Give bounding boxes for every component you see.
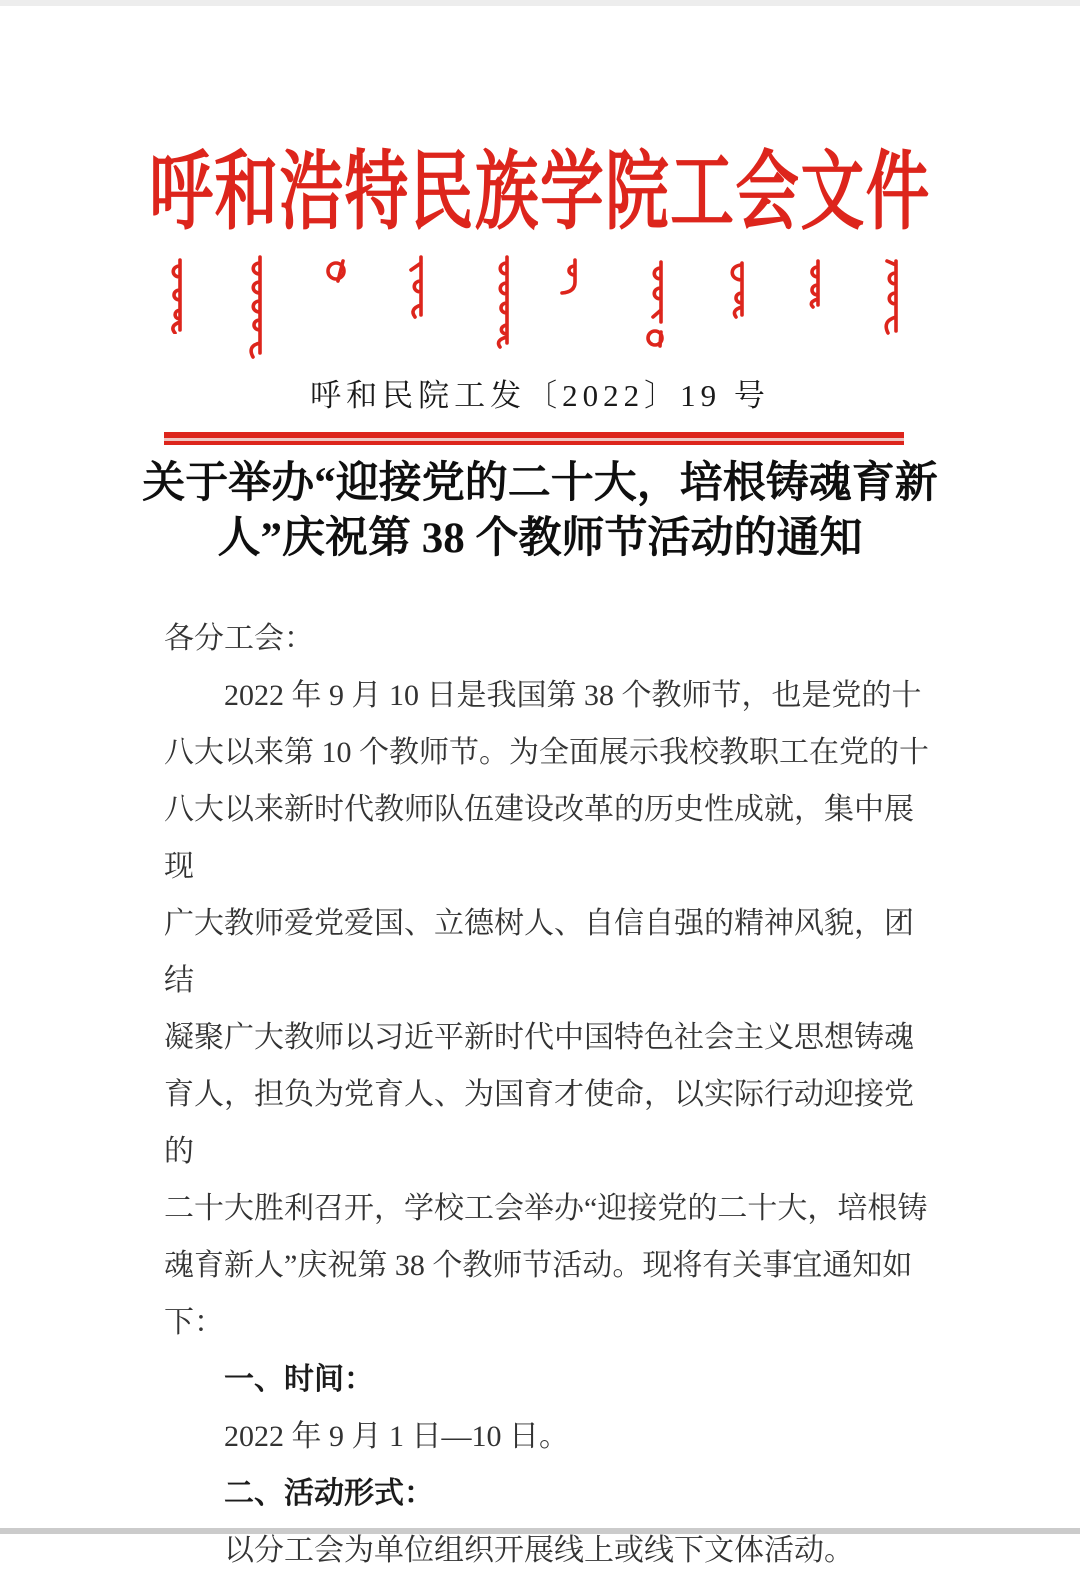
paragraph-line: 魂育新人”庆祝第 38 个教师节活动。现将有关事宜通知如 xyxy=(164,1249,913,1282)
section-2-body: 以分工会为单位组织开展线上或线下文体活动。 xyxy=(224,1534,854,1567)
document-title xyxy=(90,456,990,566)
salutation: 各分工会： xyxy=(164,622,314,655)
paragraph-line: 广大教师爱党爱国、立德树人、自信自强的精神风貌，团结 xyxy=(164,907,914,997)
mongolian-glyph-icon xyxy=(801,259,825,311)
mongolian-script-decoration xyxy=(0,255,1080,367)
paragraph-line: 二十大胜利召开，学校工会举办“迎接党的二十大，培根铸 xyxy=(164,1192,928,1225)
mongolian-glyph-icon xyxy=(400,255,430,321)
red-divider-rule xyxy=(164,432,904,445)
rule-thin-line xyxy=(164,441,904,445)
document-title-line1: 关于举办“迎接党的二十大，培根铸魂育新 xyxy=(142,460,938,507)
paragraph-line: 八大以来第 10 个教师节。为全面展示我校教职工在党的十 xyxy=(164,736,929,769)
document-number: 呼和民院工发〔2022〕19 号 xyxy=(310,378,770,413)
document-body xyxy=(164,610,932,1579)
section-1-heading: 一、时间： xyxy=(224,1363,374,1396)
mongolian-glyph-icon xyxy=(874,259,904,337)
masthead xyxy=(0,142,1080,242)
bottom-edge-strip xyxy=(0,1528,1080,1534)
mongolian-glyph-icon xyxy=(238,255,269,359)
section-2-heading: 二、活动形式： xyxy=(224,1477,434,1510)
paragraph-line: 2022 年 9 月 10 日是我国第 38 个教师节，也是党的十 xyxy=(224,679,922,712)
masthead-title: 呼和浩特民族学院工会文件 xyxy=(149,144,931,240)
mongolian-glyph-icon xyxy=(486,255,516,349)
paragraph-line: 下： xyxy=(164,1306,224,1339)
section-1-body: 2022 年 9 月 1 日—10 日。 xyxy=(224,1420,569,1453)
document-title-line2: 人”庆祝第 38 个教师节活动的通知 xyxy=(217,515,863,562)
mongolian-glyph-icon xyxy=(326,258,348,284)
paragraph-line: 八大以来新时代教师队伍建设改革的历史性成就，集中展现 xyxy=(164,793,914,883)
mongolian-glyph-icon xyxy=(724,261,750,323)
top-edge-strip xyxy=(0,0,1080,6)
mongolian-glyph-icon xyxy=(558,258,582,296)
mongolian-glyph-icon xyxy=(641,260,669,352)
paragraph-line: 凝聚广大教师以习近平新时代中国特色社会主义思想铸魂 xyxy=(164,1021,914,1054)
paragraph-line: 育人，担负为党育人、为国育才使命，以实际行动迎接党的 xyxy=(164,1078,914,1168)
mongolian-glyph-icon xyxy=(160,258,188,334)
